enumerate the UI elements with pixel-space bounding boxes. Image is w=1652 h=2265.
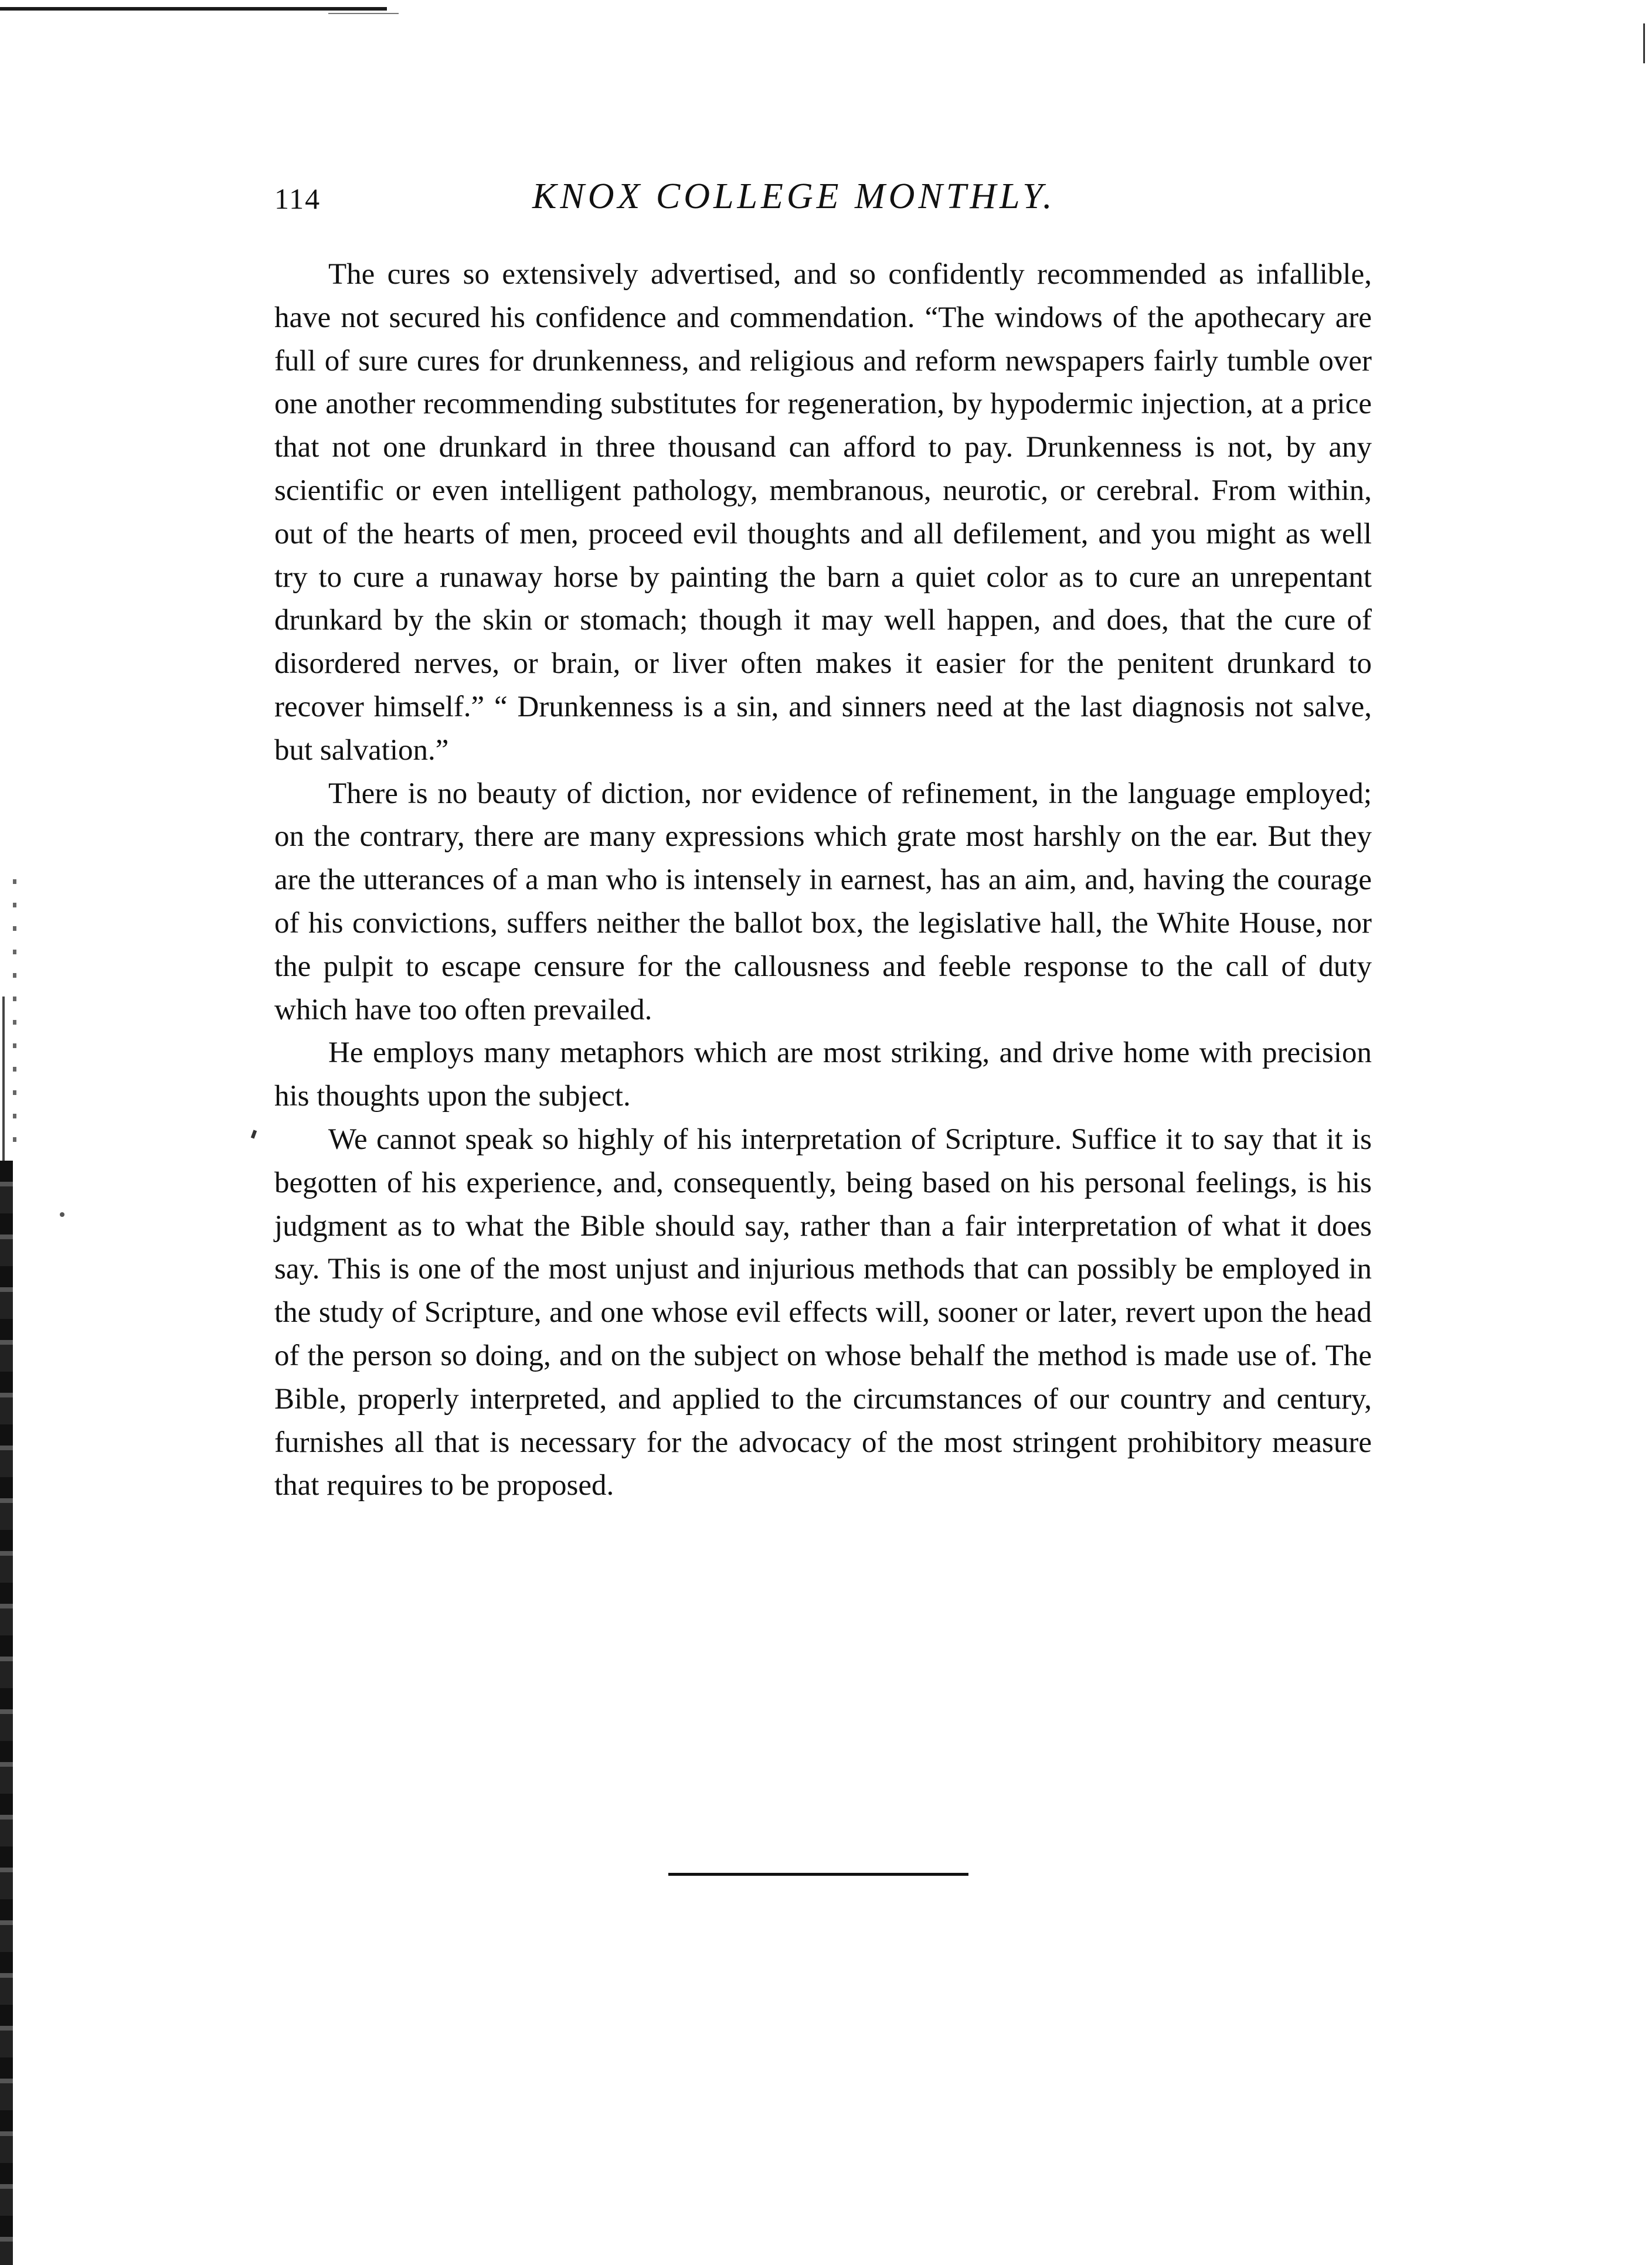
paragraph-diction: There is no beauty of diction, nor evidence of refinement, in the language employed; on the contrary, there are many expressions which grate most harshly on the ear. But they are the utterances of a man who is intensely in earnest, has an aim, and, having the courage of his convictions, suffers neither the ballot box, the legislative hall, the White House, nor the pulpit to escape censure for the callousness and feeble response to the call of duty which have too often prevailed. — [274, 777, 1372, 1026]
journal-title: KNOX COLLEGE MONTHLY. — [532, 176, 1056, 216]
stray-ink-mark — [251, 1130, 257, 1138]
margin-specks — [13, 879, 16, 1161]
paragraph-metaphors: He employs many metaphors which are most striking, and drive home with precision his thoughts upon the subject. — [274, 1036, 1372, 1113]
paragraph-cures: The cures so extensively advertised, and so confidently recommended as infallible, have not secured his confidence and commendation. “The windows of the apothecary are full of sure cures for drunkenness, and religious and reform newspapers fairly tumble over one another recommending substitutes for regeneration, by hypodermic injection, at a price that not one drunkard in three thousand can afford to pay. Drunkenness is not, by any scientific or even intelligent pathology, membranous, neurotic, or cerebral. From within, out of the hearts of men, proceed evil thoughts and all defilement, and you might as well try to cure a runaway horse by painting the barn a quiet color as to cure an unrepentant drunkard by the skin or stomach; though it may well happen, and does, that the cure of disordered nerves, or brain, or liver often makes it easier for the penitent drunkard to recover himself.” “ Drunkenness is a sin, and sinners need at the last diagnosis not salve, but salvation.” — [274, 258, 1372, 767]
binding-edge — [0, 1161, 13, 2265]
scan-top-edge-rule — [0, 7, 387, 11]
scan-top-edge-faint-rule — [328, 13, 399, 14]
section-end-rule — [668, 1873, 968, 1876]
scan-corner-mark — [1643, 23, 1645, 63]
article-body — [274, 253, 1372, 1508]
margin-speck — [60, 1212, 64, 1217]
paragraph-scripture: We cannot speak so highly of his interpretation of Scripture. Suffice it to say that it is begotten of his experience, and, consequently, being based on his personal feelings, is his judgment as to what the Bible should say, rather than a fair interpretation of what it does say. This is one of the most unjust and injurious methods that can possibly be employed in the study of Scripture, and one whose evil effects will, sooner or later, revert upon the head of the person so doing, and on the subject on whose behalf the method is made use of. The Bible, properly interpreted, and applied to the circumstances of our country and century, furnishes all that is necessary for the advocacy of the most stringent prohibitory measure that requires to be proposed. — [274, 1123, 1372, 1502]
running-head — [274, 176, 1376, 223]
binding-edge-thin — [2, 997, 5, 1161]
page-number: 114 — [274, 182, 321, 215]
